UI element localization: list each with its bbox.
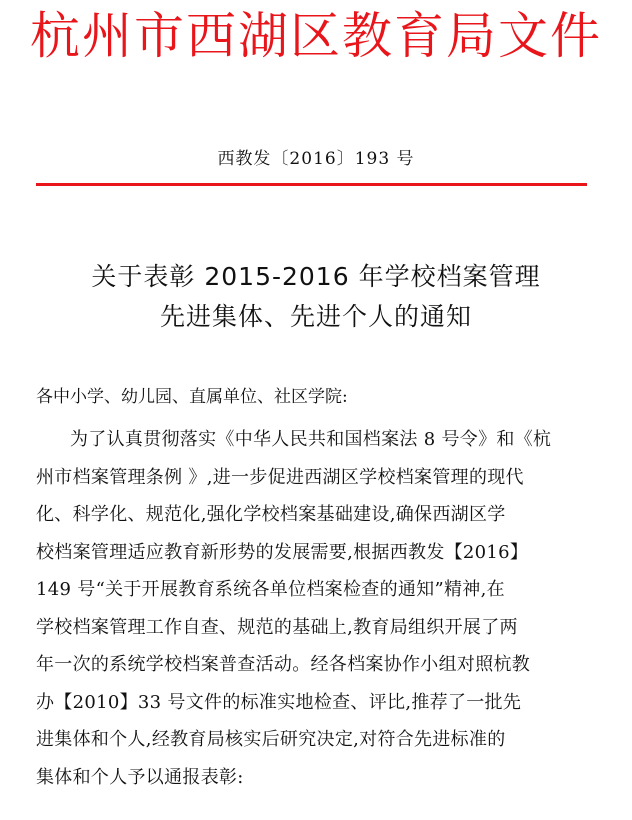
document-number: 西教发〔2016〕193 号 (217, 149, 415, 169)
salutation: 各中小学、幼儿园、直属单位、社区学院: (36, 387, 348, 407)
notice-title-line-2: 先进集体、先进个人的通知 (159, 302, 472, 331)
body-line: 进集体和个人,经教育局核实后研究决定,对符合先进标准的 (36, 729, 506, 750)
body-line: 集体和个人予以通报表彰: (36, 766, 244, 788)
notice-body (36, 428, 602, 803)
body-line: 年一次的系统学校档案普查活动。经各档案协作小组对照杭教 (36, 654, 531, 675)
body-line: 149 号“关于开展教育系统各单位档案检查的通知”精神,在 (36, 579, 505, 600)
notice-title (0, 257, 632, 337)
header-divider (36, 183, 587, 186)
body-line: 为了认真贯彻落实《中华人民共和国档案法 8 号令》和《杭 (70, 429, 552, 450)
body-line: 学校档案管理工作自查、规范的基础上,教育局组织开展了两 (36, 616, 518, 638)
body-line: 办【2010】33 号文件的标准实地检查、评比,推荐了一批先 (36, 691, 522, 713)
body-line: 化、科学化、规范化,强化学校档案基础建设,确保西湖区学 (36, 504, 506, 525)
notice-title-line-1: 关于表彰 2015-2016 年学校档案管理 (91, 262, 541, 291)
agency-masthead: 杭州市西湖区教育局文件 (30, 7, 602, 65)
body-line: 州市档案管理条例 》,进一步促进西湖区学校档案管理的现代 (36, 466, 524, 488)
body-line: 校档案管理适应教育新形势的发展需要,根据西教发【2016】 (36, 541, 529, 563)
